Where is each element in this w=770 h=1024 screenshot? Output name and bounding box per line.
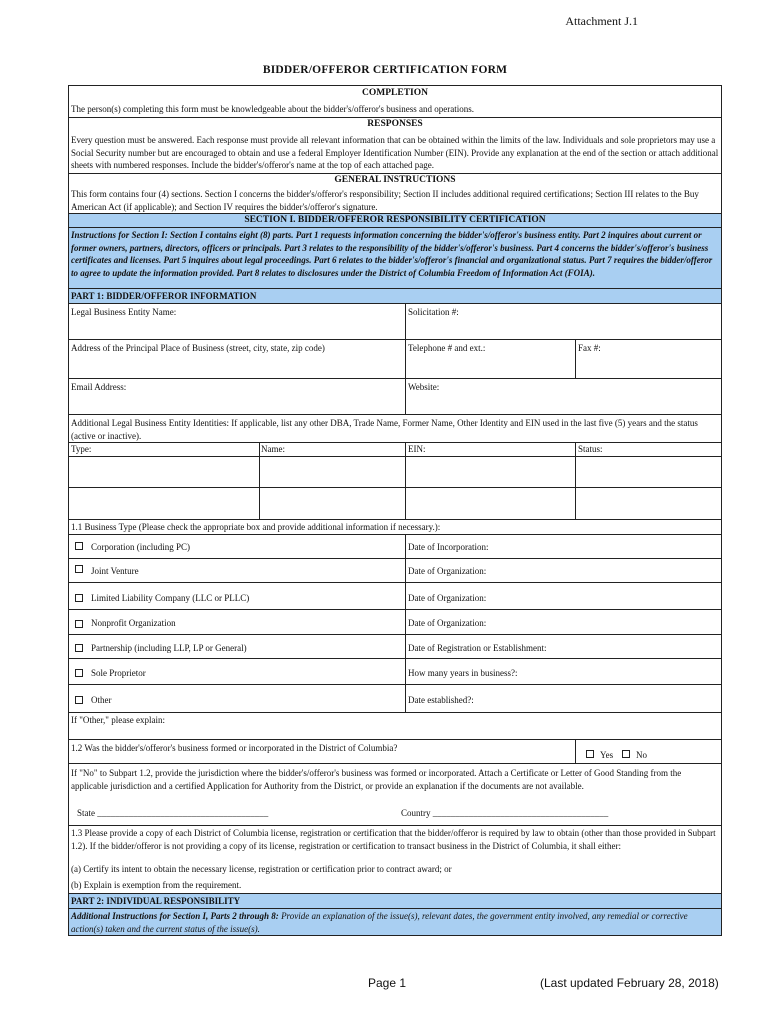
part2-instr-bold: Additional Instructions for Section I, Parts 2 through 8: — [71, 911, 279, 921]
identity-row2-ein[interactable] — [406, 488, 575, 519]
legal-name-field[interactable] — [69, 318, 405, 339]
date-organization-jv: Date of Organization: — [408, 566, 487, 576]
solicitation-field[interactable] — [406, 304, 720, 339]
type-nonprofit: Nonprofit Organization — [91, 618, 176, 628]
part1-heading: PART 1: BIDDER/OFFEROR INFORMATION — [71, 291, 257, 301]
general-text: This form contains four (4) sections. Section I concerns the bidder's/offeror's responsibility; Section II includes additional required certifications; Section III relates to the Buy American Act (if applicable); and Section IV requires the bidder's/offeror's signature. — [71, 189, 699, 212]
checkbox-joint-venture[interactable] — [75, 565, 83, 573]
date-established: Date established?: — [408, 695, 474, 705]
type-llc: Limited Liability Company (LLC or PLLC) — [91, 593, 250, 603]
years-in-business: How many years in business?: — [408, 668, 518, 678]
identity-row1-ein[interactable] — [406, 457, 575, 487]
last-updated: (Last updated February 28, 2018) — [540, 976, 719, 990]
email-label: Email Address: — [71, 382, 127, 392]
identity-row1-type[interactable] — [69, 457, 259, 487]
identity-row2-status[interactable] — [576, 488, 720, 519]
type-partnership: Partnership (including LLP, LP or General) — [91, 643, 247, 653]
checkbox-sole-proprietor[interactable] — [75, 669, 83, 677]
checkbox-no[interactable] — [622, 750, 630, 758]
yes-label: Yes — [600, 750, 614, 760]
address-label: Address of the Principal Place of Business (street, city, state, zip code) — [71, 343, 325, 353]
general-heading: GENERAL INSTRUCTIONS — [334, 175, 456, 185]
telephone-label: Telephone # and ext.: — [408, 343, 486, 353]
col-type-header: Type: — [71, 444, 92, 454]
section1-heading: SECTION I. BIDDER/OFFEROR RESPONSIBILITY CERTIFICATION — [244, 215, 546, 225]
fax-label: Fax #: — [578, 343, 601, 353]
q11-label: 1.1 Business Type (Please check the appropriate box and provide additional information if necessary.): — [71, 522, 441, 532]
page-number: Page 1 — [368, 976, 407, 990]
col-ein-header: EIN: — [408, 444, 426, 454]
identity-row1-status[interactable] — [576, 457, 720, 487]
type-sole-proprietor: Sole Proprietor — [91, 668, 146, 678]
q13-option-a: (a) Certify its intent to obtain the necessary license, registration or certification prior to contract award; or — [71, 864, 452, 874]
checkbox-yes[interactable] — [586, 750, 594, 758]
fax-field[interactable] — [576, 340, 720, 378]
checkbox-corporation[interactable] — [75, 542, 83, 550]
additional-identities-text: Additional Legal Business Entity Identities: If applicable, list any other DBA, Trade Name, Former Name, Other Identity and EIN used in the last five (5) years and the status (active or inactive). — [71, 418, 698, 441]
responses-heading: RESPONSES — [367, 119, 423, 129]
type-joint-venture: Joint Venture — [91, 566, 139, 576]
state-field[interactable]: State ______________________________________ — [77, 808, 269, 818]
type-corporation: Corporation (including PC) — [91, 542, 190, 552]
form-title: BIDDER/OFFEROR CERTIFICATION FORM — [262, 64, 508, 76]
date-registration: Date of Registration or Establishment: — [408, 643, 547, 653]
q13-option-b: (b) Explain is exemption from the requirement. — [71, 880, 242, 890]
identity-row1-name[interactable] — [260, 457, 405, 487]
other-explain-label: If "Other," please explain: — [71, 715, 165, 725]
date-organization-nonprofit: Date of Organization: — [408, 618, 487, 628]
identity-row2-name[interactable] — [260, 488, 405, 519]
checkbox-other[interactable] — [75, 696, 83, 704]
checkbox-nonprofit[interactable] — [75, 620, 83, 628]
certification-form — [68, 85, 722, 936]
telephone-field[interactable] — [406, 340, 575, 378]
date-incorporation: Date of Incorporation: — [408, 542, 489, 552]
type-other: Other — [91, 695, 112, 705]
address-field[interactable] — [69, 354, 405, 378]
section1-instructions: Instructions for Section I: Section I contains eight (8) parts. Part 1 requests information concerning the bidder's/offeror's business entity. Part 2 inquires about current or former owners, partners, directors, officers or principals. Part 3 relates to the responsibility of the bidder's/offeror's business. Part 4 concerns the bidder's/offeror's business certificates and licenses. Part 5 inquires about legal proceedings. Part 6 relates to the bidder's/offeror's financial and organizational status. Part 7 requires the bidder/offeror to agree to update the information provided. Part 8 relates to disclosures under the District of Columbia Freedom of Information Act (FOIA). — [71, 230, 713, 278]
part2-instr-rest: Provide an explanation of the issue(s), relevant dates, the government entity involved, any remedial or corrective action(s) taken and the current status of the issue(s). — [71, 911, 688, 934]
email-field[interactable] — [69, 379, 405, 414]
attachment-label: Attachment J.1 — [565, 14, 638, 28]
checkbox-partnership[interactable] — [75, 644, 83, 652]
completion-text: The person(s) completing this form must be knowledgeable about the bidder's/offeror's business and operations. — [71, 104, 474, 114]
q12-label: 1.2 Was the bidder's/offeror's business formed or incorporated in the District of Columbia? — [71, 743, 398, 753]
col-name-header: Name: — [261, 444, 285, 454]
date-organization-llc: Date of Organization: — [408, 593, 487, 603]
other-explain-field[interactable] — [69, 726, 720, 739]
country-field[interactable]: Country _______________________________________ — [401, 808, 609, 818]
q12-if-no-text: If "No" to Subpart 1.2, provide the jurisdiction where the bidder's/offeror's business was formed or incorporated. Attach a Certificate or Letter of Good Standing from the applicable jurisdiction and a certified Application for Authority from the District, or provide an explanation if the documents are not available. — [71, 768, 682, 791]
responses-text: Every question must be answered. Each response must provide all relevant information that can be obtained within the limits of the law. Individuals and sole proprietors may use a Social Security number but are encouraged to obtain and use a federal Employer Identification Number (EIN). Provide any explanation at the end of the section or attach additional sheets with numbered responses. Include the bidder's/offeror's name at the top of each attached page. — [71, 135, 719, 170]
part2-instructions — [71, 910, 719, 935]
part2-heading: PART 2: INDIVIDUAL RESPONSIBILITY — [71, 896, 241, 906]
website-field[interactable] — [406, 379, 720, 414]
col-status-header: Status: — [578, 444, 603, 454]
no-label: No — [636, 750, 647, 760]
website-label: Website: — [408, 382, 440, 392]
identity-row2-type[interactable] — [69, 488, 259, 519]
checkbox-llc[interactable] — [75, 594, 83, 602]
legal-name-label: Legal Business Entity Name: — [71, 307, 177, 317]
solicitation-label: Solicitation #: — [408, 307, 459, 317]
completion-heading: COMPLETION — [362, 88, 428, 98]
q13-label: 1.3 Please provide a copy of each District of Columbia license, registration or certification that the bidder/offeror is required by law to obtain (other than those provided in Subpart 1.2). If the bidder/offeror is not providing a copy of its license, registration or certification to transact business in the District of Columbia, it shall either: — [71, 828, 716, 851]
